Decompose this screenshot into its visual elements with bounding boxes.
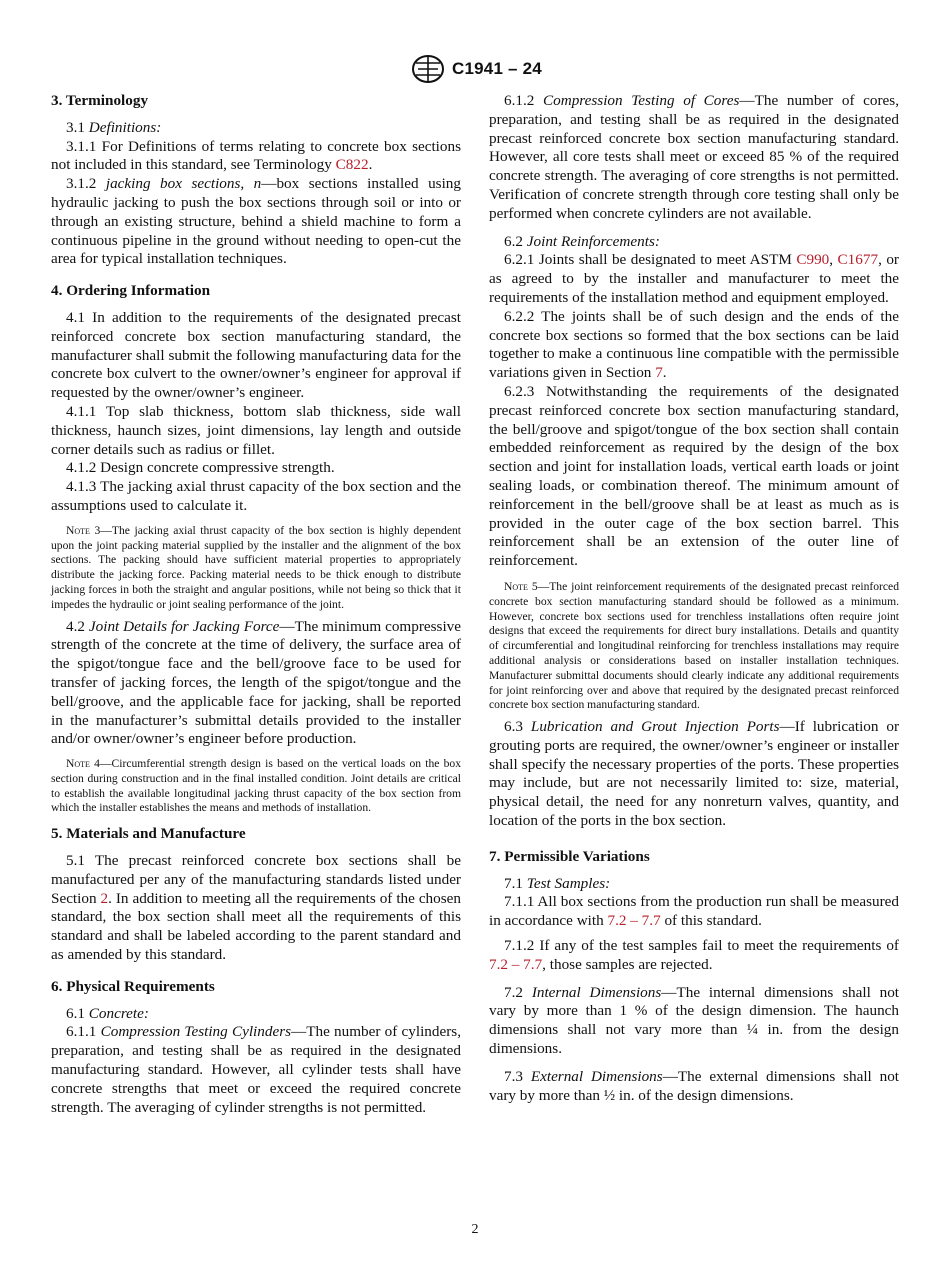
paragraph: 6.2 Joint Reinforcements:	[504, 232, 660, 250]
link-c822[interactable]: C822	[335, 156, 369, 174]
link-c990[interactable]: C990	[796, 251, 830, 269]
paragraph: 6.2.3 Notwithstanding the requirements of the designated precast reinforced concrete box section manufacturing standard, the bell/groove and spigot/tongue of the box section shall contain embedded reinforcement as required by the design of the box section and joint for installation loads, vertical earth loads or joint sealing loads, or combination thereof. The minimum amount of reinforcement in the bell/groove shall be at least as much as is provided in the outer cage of the box section barrel. This reinforcement shall be an extension of the outer line of reinforcement.	[489, 382, 899, 570]
note: Note 3—The jacking axial thrust capacity of the box section is highly dependent upon the joint packing material supplied by the installer and the alignment of the box sections. The packing should have sufficient material properties to appropriately distribute the jacking force. Packing material needs to be thick enough to distribute jacking forces in both the straight and angular positions, while not being so thick that it impedes the hydraulic or joint sealing performance of the joint.	[51, 523, 461, 611]
paragraph: 3.1.1 For Definitions of terms relating to concrete box sections not included in this standard, see Terminology C822.	[51, 137, 461, 174]
link-section-2[interactable]: 2	[100, 889, 109, 907]
paragraph: 6.1.2 Compression Testing of Cores—The number of cores, preparation, and testing shall be as required in the designated precast reinforced concrete box section manufacturing standard. However, all core tests shall meet or exceed 85 % of the required concrete strength. The averaging of core strengths is not permitted. Verification of concrete strength through core testing shall only be performed when concrete cylinders are not available.	[489, 92, 900, 222]
paragraph: 4.1.2 Design concrete compressive strength.	[66, 459, 335, 477]
link-7-2-7-7[interactable]: 7.2 – 7.7	[607, 912, 661, 930]
page-header	[0, 58, 950, 82]
paragraph: 5.1 The precast reinforced concrete box sections shall be manufactured per any of the manufacturing standards listed under Section 2. In addition to meeting all the requirements of the chosen standard, the box section shall meet all the requirements of this standard and shall be labeled according to the parent standard and as amended by this standard.	[51, 852, 461, 964]
section-heading: 4. Ordering Information	[51, 282, 211, 300]
paragraph: 4.1.1 Top slab thickness, bottom slab thickness, side wall thickness, haunch sizes, joint dimensions, lay length and outside corner details such as radius or fillet.	[51, 402, 461, 458]
paragraph: 6.1.1 Compression Testing Cylinders—The number of cylinders, preparation, and testing shall be as required in the designated manufacturing standard. However, all cylinder tests shall have concrete strengths that meet or exceed the required concrete strength. The averaging of cylinder strengths is not permitted.	[51, 1023, 461, 1116]
paragraph: 6.1 Concrete:	[66, 1004, 149, 1022]
paragraph: 7.2 Internal Dimensions—The internal dimensions shall not vary by more than 1 % of the design dimension. The haunch dimensions shall not vary more than ¼ in. from the design dimensions.	[489, 983, 900, 1058]
note: Note 5—The joint reinforcement requirements of the designated precast reinforced concrete box section manufacturing standard should be followed as a minimum. However, concrete box sections used for trenchless installations often require joint designs that exceed the requirements for direct bury installations. Details and quantity of circumferential and longitudinal reinforcing for trenchless installations may require additional analysis or considerations based on installer installation techniques. Manufacturer submittal documents should clearly indicate any additional requirements for joint reinforcing over and above that required by the designated precast reinforced concrete box section manufacturing standard.	[489, 579, 899, 712]
page-number: 2	[471, 1222, 479, 1237]
section-heading: 3. Terminology	[51, 92, 149, 109]
paragraph: 6.2.2 The joints shall be of such design and the ends of the concrete box sections so formed that the box sections can be laid together to make a continuous line compatible with the permissible variations given in Section 7.	[489, 307, 899, 382]
astm-logo	[410, 54, 446, 84]
paragraph: 3.1.2 jacking box sections, n—box sections installed using hydraulic jacking to push the box sections through soil or into or through an existing structure, behind a shield machine to form a continuous pipeline in the ground without needing to open-cut the area for typical installation techniques.	[51, 175, 461, 268]
designation: C1941 – 24	[452, 59, 542, 78]
paragraph: 7.1.2 If any of the test samples fail to meet the requirements of 7.2 – 7.7, those samples are rejected.	[489, 937, 899, 973]
link-section-7[interactable]: 7	[655, 364, 663, 382]
link-7-2-7-7[interactable]: 7.2 – 7.7	[489, 955, 543, 973]
right-column	[489, 92, 899, 1105]
section-heading: 7. Permissible Variations	[489, 847, 650, 865]
link-c1677[interactable]: C1677	[837, 251, 879, 269]
paragraph: 7.3 External Dimensions—The external dimensions shall not vary by more than ½ in. of the design dimensions.	[489, 1067, 900, 1104]
paragraph: 4.1 In addition to the requirements of the designated precast reinforced concrete box section manufacturing standard, the manufacturer shall submit the following manufacturing data for the concrete box culvert to the owner/owner’s engineer for approval if requested by the owner/owner’s engineer.	[51, 308, 461, 402]
note: Note 4—Circumferential strength design is based on the vertical loads on the box section during construction and in the final installed condition. Joint details are critical to establish the available longitudinal jacking thrust capacity of the box section from which the installer establishes the means and methods of installation.	[51, 757, 461, 815]
paragraph: 6.3 Lubrication and Grout Injection Ports—If lubrication or grouting ports are required, the owner/owner’s engineer or installer shall specify the necessary properties of the ports. These properties may include, but are not necessarily limited to: size, material, physical detail, the need for any nonreturn valves, quantity, and location of the ports in the box section.	[489, 718, 900, 830]
section-heading: 5. Materials and Manufacture	[51, 825, 246, 843]
left-column	[51, 92, 461, 1117]
section-heading: 6. Physical Requirements	[51, 977, 215, 995]
paragraph: 6.2.1 Joints shall be designated to meet ASTM C990, C1677, or as agreed to by the installer and manufacturer to meet the requirements of the installation method and equipment employed.	[489, 251, 899, 306]
paragraph: 7.1 Test Samples:	[504, 874, 611, 892]
paragraph: 4.1.3 The jacking axial thrust capacity of the box section and the assumptions used to calculate it.	[51, 478, 461, 514]
paragraph: 3.1 Definitions:	[66, 118, 162, 136]
paragraph: 4.2 Joint Details for Jacking Force—The minimum compressive strength of the concrete at the time of delivery, the surface area of the spigot/tongue face and the bell/groove face to be used for transfer of jacking forces, the length of the spigot/tongue and the bell/groove, and the applicable face for jacking, shall be reported in the manufacturer’s submittal details provided to the installer and/or owner/owner’s engineer before production.	[51, 617, 461, 748]
paragraph: 7.1.1 All box sections from the production run shall be measured in accordance with 7.2 – 7.7 of this standard.	[489, 893, 899, 930]
